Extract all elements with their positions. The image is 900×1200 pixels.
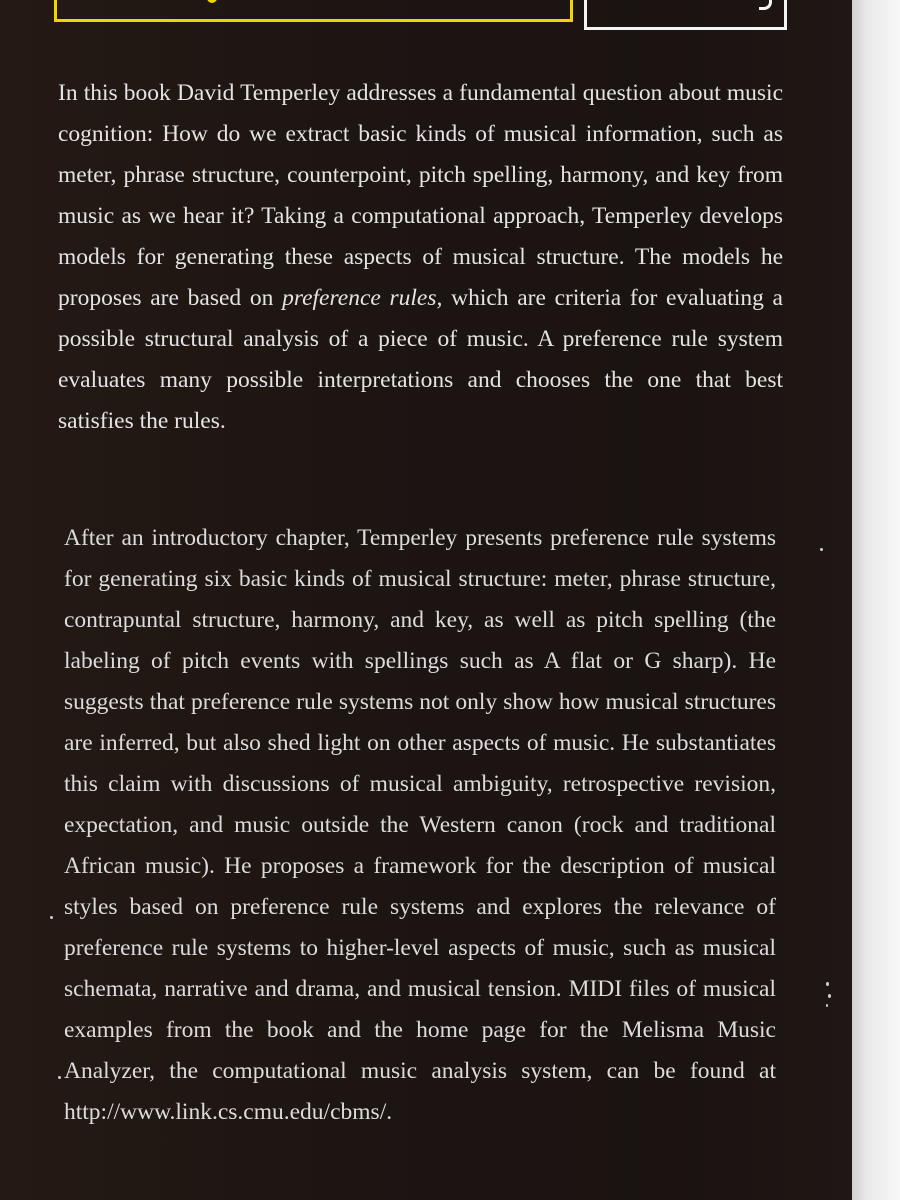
title-box-glyph-fragment: [207, 0, 217, 3]
paragraph-1-italic-term: preference rules,: [282, 285, 443, 311]
dust-speck: [820, 548, 823, 551]
description-paragraph-2: After an introductory chapter, Temperley presents preference rule systems for generating six basic kinds of musical structure: meter, phrase structure, contrapuntal structure, harmony, and key, as well as pitch spelling (the labeling of pitch events with spellings such as A flat or G sharp). He suggests that preference rule systems not only show how musical structures are inferred, but also shed light on other aspects of music. He substantiates this claim with discussions of musical ambiguity, retrospective revision, expectation, and music outside the Western canon (rock and traditional African music). He proposes a framework for the description of musical styles based on preference rule systems and explores the relevance of preference rule systems to higher-level aspects of music, such as musical schemata, narrative and drama, and musical tension. MIDI files of musical examples from the book and the home page for the Melisma Music Analyzer, the computational music analysis system, can be found at http://www.link.cs.cmu.edu/cbms/.: [64, 525, 776, 1125]
paragraph-1-text-end: which are criteria for evaluating a possible structural analysis of a piece of music. A preference rule system evaluates many possible interpretations and chooses the one that best satisfies the rules.: [58, 285, 783, 434]
dust-speck: [828, 994, 831, 998]
dust-speck: [58, 1076, 61, 1079]
dust-speck: [50, 916, 53, 919]
author-box: [584, 0, 787, 30]
dust-speck: [826, 982, 829, 986]
dust-speck: [826, 1004, 828, 1007]
page-edge: [852, 0, 900, 1200]
title-box: [54, 0, 573, 22]
paragraph-1-text-start: In this book David Temperley addresses a fundamental question about music cognition: How do we extract basic kinds of musical information, such as meter, phrase structure, counterpoint, pitch spelling, harmony, and key from music as we hear it? Taking a computational approach, Temperley develops models for generating these aspects of musical structure. The models he proposes are based on: [58, 80, 783, 311]
description-paragraph-1: [58, 73, 783, 442]
author-box-glyph-fragment: [759, 0, 772, 10]
